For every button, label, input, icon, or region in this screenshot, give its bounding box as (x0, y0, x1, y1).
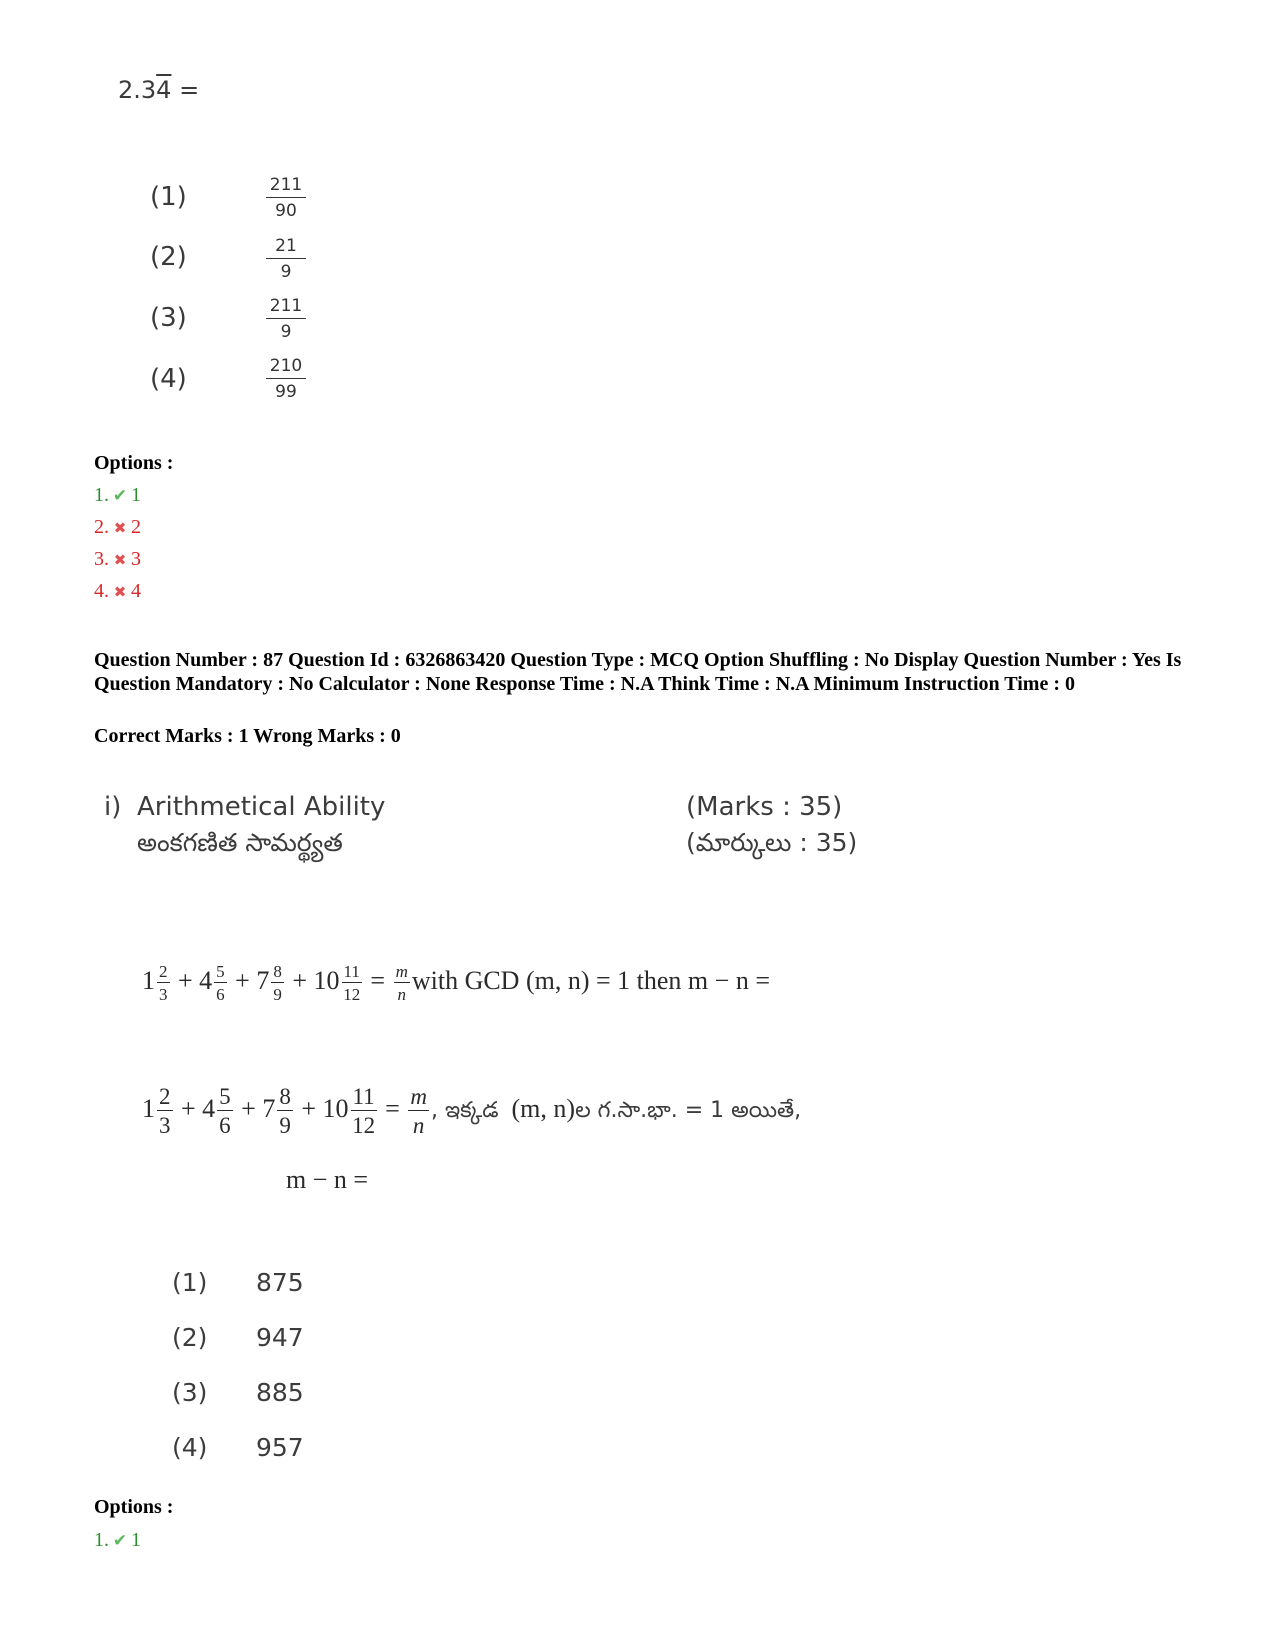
q86-options-label: Options : (94, 452, 174, 474)
q86-option-1 (94, 484, 141, 507)
q86-stem-equals: = (171, 76, 200, 104)
option-value: 1 (131, 1529, 141, 1551)
fraction-numerator: 210 (266, 355, 306, 379)
option-value: 2 (131, 516, 141, 538)
q87-choice-number: (4) (172, 1433, 208, 1462)
q87-equation-te-where: , ఇక్కడ (430, 1097, 499, 1123)
q87-choice-value: 947 (256, 1323, 304, 1352)
q87-options-label: Options : (94, 1496, 174, 1518)
option-index: 3. (94, 548, 109, 570)
q86-choice-number: (1) (150, 182, 187, 212)
option-index: 1. (94, 1529, 109, 1551)
q87-marks: Correct Marks : 1 Wrong Marks : 0 (94, 725, 401, 747)
q86-stem-prefix: 2.3 (118, 76, 157, 104)
section-marks-en: (Marks : 35) (686, 792, 843, 822)
fraction-denominator: 9 (280, 322, 292, 342)
q86-choice-number: (3) (150, 303, 187, 333)
section-marks-te: (మార్కులు : 35) (686, 828, 858, 857)
q87-choice-number: (1) (172, 1268, 208, 1297)
q87-choice-number: (3) (172, 1378, 208, 1407)
fraction-denominator: 90 (275, 201, 297, 221)
section-index: i) (104, 792, 122, 822)
fraction-numerator: 21 (266, 235, 306, 259)
fraction-numerator: 211 (266, 174, 306, 198)
q86-choice-fraction (266, 174, 306, 222)
q86-option-4 (94, 580, 141, 603)
option-value: 3 (131, 548, 141, 570)
option-index: 2. (94, 516, 109, 538)
q86-stem-repeating-digit: 4 (156, 76, 172, 104)
q87-equation-te: 1 $\frac{2}{3}$ + 4 $\frac{5}{6}$ + 7 $\frac{8}{9}$ + 10 $\frac{11}{12}$ = $\frac{m}{n}$ , ఇక్కడ (m, n)ల గ.సా.భా. = 1 అయితే, (142, 1084, 802, 1138)
q86-choice-fraction (266, 295, 306, 343)
option-value: 1 (131, 484, 141, 506)
q87-equation-te-mn: (m, n) (511, 1093, 576, 1123)
q87-choice-value: 885 (256, 1378, 304, 1407)
q87-choice-value: 875 (256, 1268, 304, 1297)
q87-equation-en-tail: with GCD (m, n) = 1 then m − n = (411, 965, 770, 995)
q87-equation-te-line2: m − n = (286, 1165, 369, 1194)
q87-equation-te-gcd: ల గ.సా.భా. = 1 అయితే, (575, 1097, 802, 1123)
section-title-en: Arithmetical Ability (137, 792, 386, 822)
fraction-numerator: 211 (266, 295, 306, 319)
q87-equation-en: 1 $\frac{2}{3}$ + 4 $\frac{5}{6}$ + 7 $\frac{8}{9}$ + 10 $\frac{11}{12}$ = $\frac{m}{n}$ with GCD (m, n) = 1 then m − n = (142, 962, 770, 1004)
q87-choice-value: 957 (256, 1433, 304, 1462)
q86-stem (118, 76, 199, 104)
check-icon: ✔ (112, 486, 128, 505)
option-index: 1. (94, 484, 109, 506)
q86-option-3 (94, 548, 141, 571)
section-title-te: అంకగణిత సామర్థ్యత (137, 828, 343, 857)
q86-choice-fraction (266, 235, 306, 283)
q86-choice-number: (4) (150, 364, 187, 394)
q86-choice-fraction (266, 355, 306, 403)
cross-icon: ✖ (113, 521, 127, 537)
q87-meta: Question Number : 87 Question Id : 6326863420 Question Type : MCQ Option Shuffling : No Display Question Number : Yes Is Question Mandatory : No Calculator : None Response Time : N.A Think Time : N.A Minimum Instruction Time : 0 (94, 649, 1182, 695)
option-index: 4. (94, 580, 109, 602)
q87-option-1 (94, 1529, 141, 1552)
cross-icon: ✖ (113, 585, 127, 601)
q87-choice-number: (2) (172, 1323, 208, 1352)
q86-option-2 (94, 516, 141, 539)
fraction-denominator: 99 (275, 382, 297, 402)
q86-choice-number: (2) (150, 242, 187, 272)
fraction-denominator: 9 (280, 262, 292, 282)
cross-icon: ✖ (113, 553, 127, 569)
option-value: 4 (131, 580, 141, 602)
check-icon: ✔ (112, 1531, 128, 1550)
